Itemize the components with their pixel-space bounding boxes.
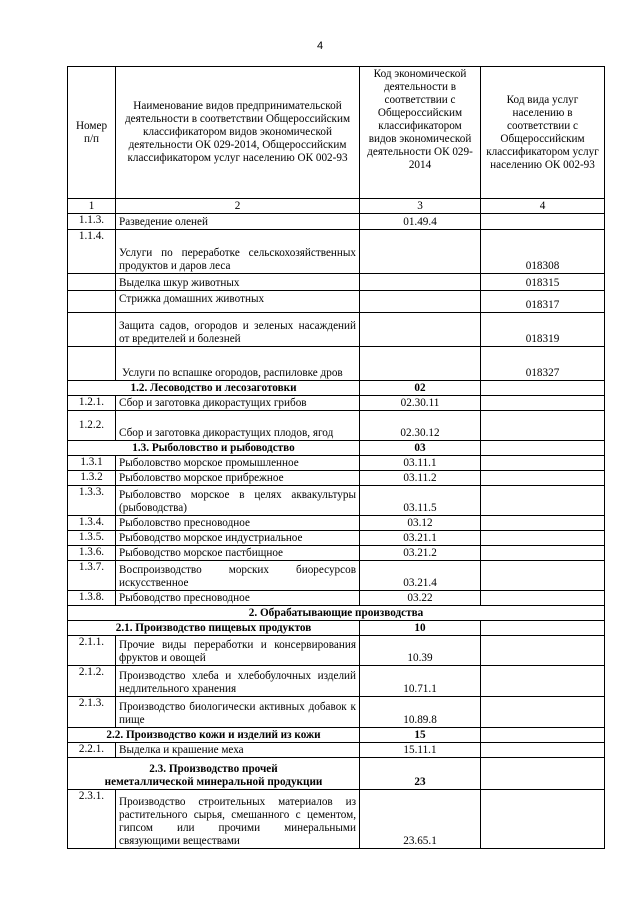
section-title: 2.3. Производство прочей неметаллической минеральной продукции <box>68 758 360 790</box>
okved-code: 10.39 <box>360 636 481 666</box>
section-row <box>68 728 605 743</box>
row-number: 2.1.2. <box>68 666 116 697</box>
okved-code: 03.11.2 <box>360 471 481 486</box>
table-row <box>68 561 605 591</box>
okun-code <box>481 456 605 471</box>
section-row <box>68 441 605 456</box>
activity-name: Рыбоводство морское пастбищное <box>116 546 360 561</box>
okved-code: 10.89.8 <box>360 697 481 728</box>
okun-code: 018315 <box>481 274 605 291</box>
table-row <box>68 396 605 411</box>
activity-name: Рыболовство пресноводное <box>116 516 360 531</box>
activity-name: Производство биологически активных добавок к пище <box>116 697 360 728</box>
activity-name: Производство строительных материалов из растительного сырья, смешанного с цементом, гипсом или прочими минеральными связующими веществами <box>116 790 360 849</box>
table-row <box>68 411 605 441</box>
section-row <box>68 381 605 396</box>
table-row <box>68 456 605 471</box>
okved-code: 03.22 <box>360 591 481 606</box>
page-number: 4 <box>316 40 324 52</box>
okun-code <box>481 546 605 561</box>
section-title: 2.1. Производство пищевых продуктов <box>68 621 360 636</box>
activity-name: Рыболовство морское в целях аквакультуры (рыбоводства) <box>116 486 360 516</box>
table-row <box>68 743 605 758</box>
row-number: 2.3.1. <box>68 790 116 849</box>
row-number: 1.3.1 <box>68 456 116 471</box>
header-okun-code: Код вида услуг населению в соответствии с Общероссийским классификатором услуг населению ОК 002-93 <box>481 67 605 199</box>
okun-code <box>481 396 605 411</box>
table-row <box>68 666 605 697</box>
activity-name: Выделка и крашение меха <box>116 743 360 758</box>
table-row <box>68 471 605 486</box>
okun-code <box>481 486 605 516</box>
row-number: 1.3.8. <box>68 591 116 606</box>
table-row <box>68 546 605 561</box>
okun-code <box>481 411 605 441</box>
okved-code: 02.30.11 <box>360 396 481 411</box>
table-row <box>68 274 605 291</box>
okun-code <box>481 214 605 230</box>
okun-code <box>481 561 605 591</box>
row-number: 2.1.3. <box>68 697 116 728</box>
table-row <box>68 347 605 381</box>
okved-code: 03.21.4 <box>360 561 481 591</box>
row-number <box>68 313 116 347</box>
okved-code <box>360 347 481 381</box>
header-okved-code: Код экономической деятельности в соответствии с Общероссийским классификатором видов экономической деятельности ОК 029-2014 <box>360 67 481 199</box>
okun-code: 018319 <box>481 313 605 347</box>
okved-code: 15.11.1 <box>360 743 481 758</box>
okun-code <box>481 471 605 486</box>
okun-code <box>481 516 605 531</box>
table-row <box>68 291 605 313</box>
section-code: 02 <box>360 381 481 396</box>
row-number: 1.3.2 <box>68 471 116 486</box>
row-number: 1.3.5. <box>68 531 116 546</box>
okved-code <box>360 274 481 291</box>
row-number <box>68 347 116 381</box>
activity-codes-table <box>67 66 605 849</box>
okun-code: 018327 <box>481 347 605 381</box>
section-code: 23 <box>360 758 481 790</box>
row-number: 1.2.1. <box>68 396 116 411</box>
activity-name: Рыболовство морское промышленное <box>116 456 360 471</box>
table-row <box>68 591 605 606</box>
okun-code <box>481 636 605 666</box>
row-number: 1.3.7. <box>68 561 116 591</box>
okved-code <box>360 230 481 274</box>
section-title: 2.2. Производство кожи и изделий из кожи <box>68 728 360 743</box>
row-number: 1.3.4. <box>68 516 116 531</box>
row-number: 1.1.3. <box>68 214 116 230</box>
okun-code <box>481 531 605 546</box>
activity-name: Производство хлеба и хлебобулочных изделий недлительного хранения <box>116 666 360 697</box>
row-number: 1.3.3. <box>68 486 116 516</box>
activity-name: Разведение оленей <box>116 214 360 230</box>
column-number: 2 <box>116 199 360 214</box>
section-row <box>68 621 605 636</box>
section-code: 15 <box>360 728 481 743</box>
okun-code: 018308 <box>481 230 605 274</box>
activity-name: Услуги по вспашке огородов, распиловке дров <box>116 347 360 381</box>
okved-code: 10.71.1 <box>360 666 481 697</box>
section-title: 1.3. Рыболовство и рыбоводство <box>68 441 360 456</box>
okun-code <box>481 666 605 697</box>
header-activity-name: Наименование видов предпринимательской деятельности в соответствии Общероссийским классификатором видов экономической деятельности ОК 029-2014, Общероссийским классификатором услуг населению ОК 002-93 <box>116 67 360 199</box>
okved-code <box>360 291 481 313</box>
okun-code <box>481 591 605 606</box>
okun-code <box>481 697 605 728</box>
row-number: 2.1.1. <box>68 636 116 666</box>
row-number: 1.1.4. <box>68 230 116 274</box>
okved-code: 03.11.1 <box>360 456 481 471</box>
table-row <box>68 214 605 230</box>
okved-code: 02.30.12 <box>360 411 481 441</box>
okved-code: 03.11.5 <box>360 486 481 516</box>
okved-code: 03.21.1 <box>360 531 481 546</box>
activity-name: Стрижка домашних животных <box>116 291 360 313</box>
row-number <box>68 274 116 291</box>
table-row <box>68 230 605 274</box>
activity-name: Рыболовство морское прибрежное <box>116 471 360 486</box>
column-number: 1 <box>68 199 116 214</box>
row-number: 1.3.6. <box>68 546 116 561</box>
table-row <box>68 486 605 516</box>
okved-code <box>360 313 481 347</box>
section-title: 1.2. Лесоводство и лесозаготовки <box>68 381 360 396</box>
okved-code: 03.21.2 <box>360 546 481 561</box>
table-row <box>68 516 605 531</box>
table-row <box>68 636 605 666</box>
table-row <box>68 531 605 546</box>
activity-name: Рыбоводство морское индустриальное <box>116 531 360 546</box>
row-number <box>68 291 116 313</box>
activity-name: Воспроизводство морских биоресурсов искусственное <box>116 561 360 591</box>
column-numbers-row <box>68 199 605 214</box>
section-row <box>68 758 605 790</box>
chapter-row <box>68 606 605 621</box>
row-number: 2.2.1. <box>68 743 116 758</box>
activity-name: Выделка шкур животных <box>116 274 360 291</box>
column-number: 3 <box>360 199 481 214</box>
table-row <box>68 790 605 849</box>
activity-name: Сбор и заготовка дикорастущих плодов, ягод <box>116 411 360 441</box>
activity-name: Рыбоводство пресноводное <box>116 591 360 606</box>
table-header-row <box>68 67 605 199</box>
activity-name: Защита садов, огородов и зеленых насаждений от вредителей и болезней <box>116 313 360 347</box>
table-row <box>68 313 605 347</box>
header-number: Номер п/п <box>68 67 116 199</box>
section-code: 03 <box>360 441 481 456</box>
okved-code: 03.12 <box>360 516 481 531</box>
okved-code: 23.65.1 <box>360 790 481 849</box>
table-row <box>68 697 605 728</box>
column-number: 4 <box>481 199 605 214</box>
okved-code: 01.49.4 <box>360 214 481 230</box>
okun-code <box>481 743 605 758</box>
okun-code: 018317 <box>481 291 605 313</box>
activity-name: Прочие виды переработки и консервирования фруктов и овощей <box>116 636 360 666</box>
row-number: 1.2.2. <box>68 411 116 441</box>
okun-code <box>481 790 605 849</box>
activity-name: Сбор и заготовка дикорастущих грибов <box>116 396 360 411</box>
chapter-title: 2. Обрабатывающие производства <box>68 606 605 621</box>
section-code: 10 <box>360 621 481 636</box>
activity-name: Услуги по переработке сельскохозяйственных продуктов и даров леса <box>116 230 360 274</box>
